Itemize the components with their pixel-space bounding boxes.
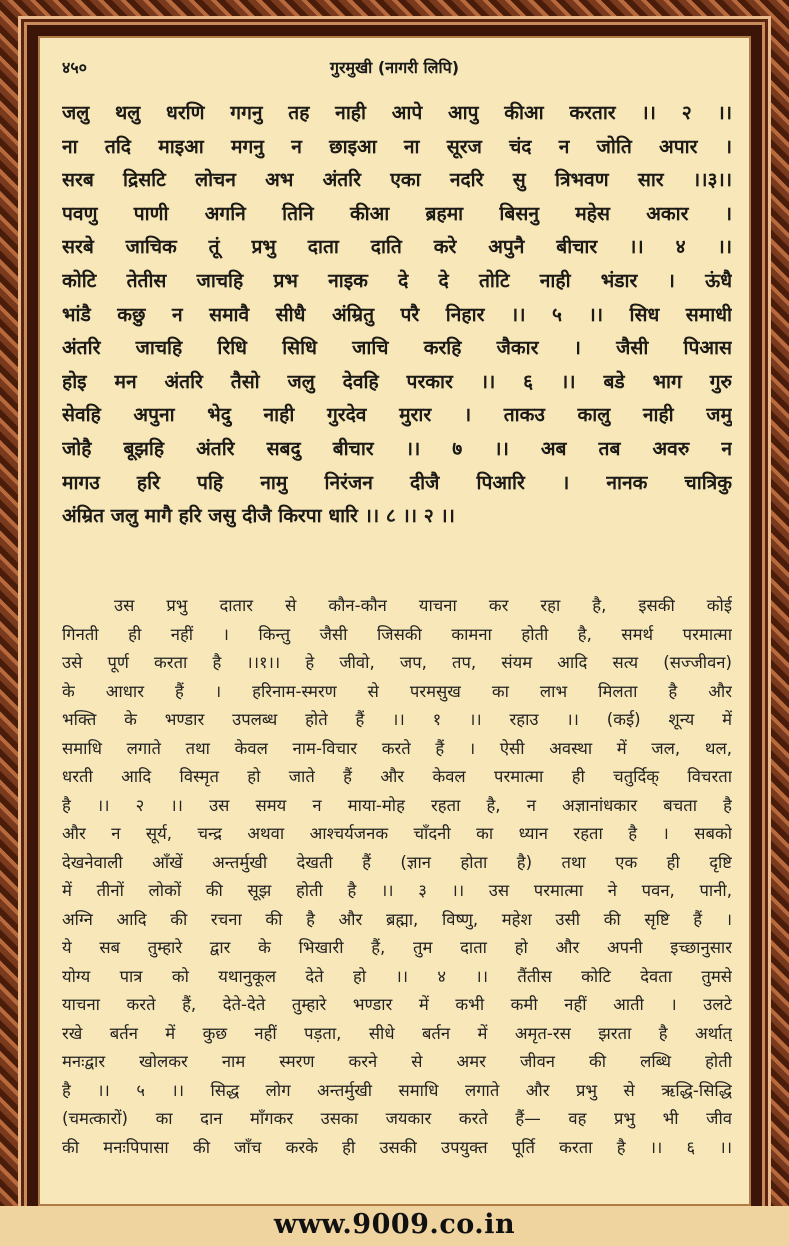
- verse-line: सरब द्रिसटि लोचन अभ अंतरि एका नदरि सु त्रिभवण सार ।।३।।: [62, 168, 732, 192]
- verse-line: सरबे जाचिक तूं प्रभु दाता दाति करे अपुनै बीचार ।। ४ ।।: [62, 235, 732, 259]
- commentary-line: उस प्रभु दातार से कौन-कौन याचना कर रहा है, इसकी कोई: [114, 596, 732, 615]
- verse-line: भांडै कछु न समावै सीधै अंम्रितु परै निहार ।। ५ ।। सिध समाधी: [62, 302, 732, 326]
- verse-line: सेवहि अपुना भेदु नाही गुरदेव मुरार । ताकउ कालु नाही जमु: [62, 403, 732, 427]
- commentary-line: में तीनों लोकों की सूझ होती है ।। ३ ।। उस परमात्मा ने पवन, पानी,: [62, 881, 732, 900]
- scripture-page: [38, 36, 751, 1206]
- commentary-line: अग्नि आदि की रचना की है और ब्रह्मा, विष्णु, महेश उसी की सृष्टि हैं ।: [62, 909, 732, 929]
- website-footer: www.9009.co.in: [273, 1209, 516, 1240]
- verse-line: अंतरि जाचहि रिधि सिधि जाचि करहि जैकार । जैसी पिआस: [62, 336, 732, 360]
- verse-line: जोहै बूझहि अंतरि सबदु बीचार ।। ७ ।। अब तब अवरु न: [62, 436, 732, 460]
- commentary-line: भक्ति के भण्डार उपलब्ध होते हैं ।। १ ।। रहाउ ।। (कई) शून्य में: [62, 710, 732, 729]
- commentary-line: गिनती ही नहीं । किन्तु जैसी जिसकी कामना होती है, समर्थ परमात्मा: [62, 624, 732, 644]
- commentary-block: [62, 592, 732, 1162]
- commentary-line: योग्य पात्र को यथानुकूल देते हो ।। ४ ।। तैंतीस कोटि देवता तुमसे: [62, 966, 732, 986]
- commentary-line: उसे पूर्ण करता है ।।१।। हे जीवो, जप, तप, संयम आदि सत्य (सज्जीवन): [62, 653, 732, 672]
- verse-line: होइ मन अंतरि तैसो जलु देवहि परकार ।। ६ ।। बडे भाग गुरु: [62, 369, 732, 393]
- commentary-line: मनःद्वार खोलकर नाम स्मरण करने से अमर जीवन की लब्धि होती: [62, 1052, 732, 1071]
- page-title: गुरमुखी (नागरी लिपि): [329, 58, 460, 77]
- commentary-line: है ।। ५ ।। सिद्ध लोग अन्तर्मुखी समाधि लगाते और प्रभु से ऋद्धि-सिद्धि: [62, 1080, 732, 1100]
- commentary-line: है ।। २ ।। उस समय न माया-मोह रहता है, न अज्ञानांधकार बचता है: [62, 795, 732, 815]
- verse-line: जलु थलु धरणि गगनु तह नाही आपे आपु कीआ करतार ।। २ ।।: [62, 101, 732, 124]
- commentary-line: देखनेवाली आँखें अन्तर्मुखी देखती हैं (ज्ञान होता है) तथा एक ही दृष्टि: [62, 852, 732, 872]
- commentary-line: याचना करते हैं, देते-देते तुम्हारे भण्डार में कभी कमी नहीं आती । उलटे: [62, 995, 732, 1014]
- commentary-line: (चमत्कारों) का दान माँगकर उसका जयकार करते हैं— वह प्रभु भी जीव: [62, 1109, 732, 1128]
- verse-block: [62, 96, 732, 533]
- verse-line: ना तदि माइआ मगनु न छाइआ ना सूरज चंद न जोति अपार ।: [62, 134, 732, 158]
- commentary-line: धरती आदि विस्मृत हो जाते हैं और केवल परमात्मा ही चतुर्दिक् विचरता: [62, 767, 732, 786]
- commentary-line: के आधार हैं । हरिनाम-स्मरण से परमसुख का लाभ मिलता है और: [62, 681, 732, 701]
- commentary-line: की मनःपिपासा की जाँच करके ही उसकी उपयुक्त पूर्ति करता है ।। ६ ।।: [62, 1137, 732, 1157]
- page-number: ४५०: [62, 58, 87, 77]
- commentary-line: और न सूर्य, चन्द्र अथवा आश्चर्यजनक चाँदनी का ध्यान रहता है । सबको: [62, 824, 732, 843]
- commentary-line: रखे बर्तन में कुछ नहीं पड़ता, सीधे बर्तन में अमृत-रस झरता है अर्थात्: [62, 1023, 732, 1043]
- verse-line: पवणु पाणी अगनि तिनि कीआ ब्रहमा बिसनु महेस अकार ।: [62, 201, 732, 225]
- verse-line: कोटि तेतीस जाचहि प्रभ नाइक दे दे तोटि नाही भंडार । ऊंधै: [62, 268, 732, 292]
- commentary-line: समाधि लगाते तथा केवल नाम-विचार करते हैं । ऐसी अवस्था में जल, थल,: [62, 738, 732, 758]
- verse-line: अंम्रित जलु मागै हरि जसु दीजै किरपा धारि ।। ८ ।। २ ।।: [62, 504, 455, 528]
- commentary-line: ये सब तुम्हारे द्वार के भिखारी हैं, तुम दाता हो और अपनी इच्छानुसार: [62, 938, 732, 957]
- page-header: [40, 56, 749, 82]
- verse-line: मागउ हरि पहि नामु निरंजन दीजै पिआरि । नानक चात्रिकु: [62, 470, 732, 494]
